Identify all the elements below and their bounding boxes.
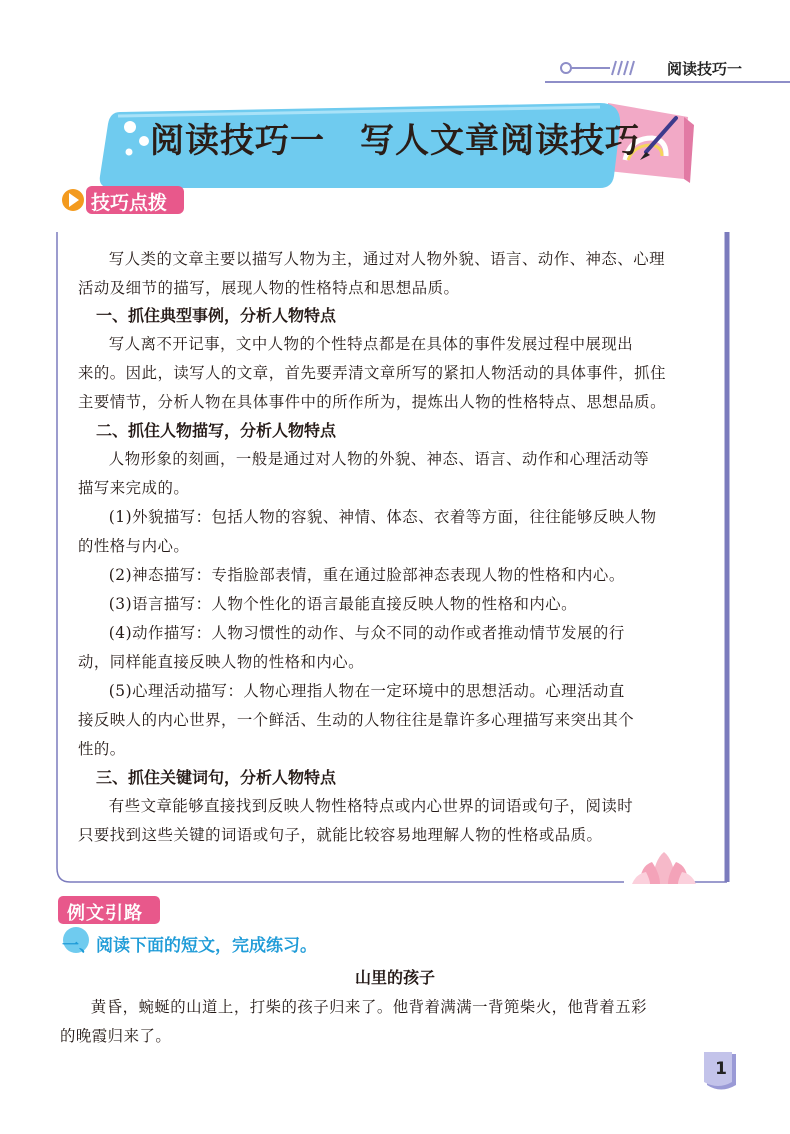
heading-character-description: 二、抓住人物描写，分析人物特点	[96, 421, 337, 440]
intro-paragraph: 写人类的文章主要以描写人物为主，通过对人物外貌、语言、动作、神态、心理 活动及细节的描写，展现人物的性格特点和思想品质。	[78, 250, 665, 297]
paragraph-character-description: 人物形象的刻画，一般是通过对人物的外貌、神态、语言、动作和心理活动等 描写来完成的。	[78, 450, 650, 497]
page-number: 1	[715, 1059, 727, 1079]
example-label: 例文引路	[67, 903, 143, 924]
item-expression: (2)神态描写：专指脸部表情，重在通过脸部神态表现人物的性格和内心。	[108, 566, 625, 584]
tips-label: 技巧点拨	[91, 192, 168, 214]
page-title: 阅读技巧一 写人文章阅读技巧	[150, 121, 640, 161]
item-language: (3)语言描写：人物个性化的语言最能直接反映人物的性格和内心。	[108, 595, 578, 613]
item-appearance: (1)外貌描写：包括人物的容貌、神情、体态、衣着等方面，往往能够反映人物 的性格与内心。	[78, 508, 657, 555]
story-title: 山里的孩子	[354, 968, 435, 987]
heading-typical-events: 一、抓住典型事例，分析人物特点	[96, 306, 337, 325]
item-action: (4)动作描写：人物习惯性的动作、与众不同的动作或者推动情节发展的行 动，同样能直接反映人物的性格和内心。	[78, 624, 625, 671]
heading-key-words: 三、抓住关键词句，分析人物特点	[96, 768, 337, 787]
paragraph-key-words: 有些文章能够直接找到反映人物性格特点或内心世界的词语或句子，阅读时 只要找到这些关键的词语或句子，就能比较容易地理解人物的性格或品质。	[78, 797, 634, 844]
item-psychology: (5)心理活动描写：人物心理指人物在一定环境中的思想活动。心理活动直 接反映人的内心世界，一个鲜活、生动的人物往往是靠许多心理描写来突出其个 性的。	[78, 682, 635, 758]
story-paragraph: 黄昏，蜿蜒的山道上，打柴的孩子归来了。他背着满满一背篼柴火，他背着五彩 的晚霞归来了。	[60, 998, 647, 1045]
exercise-heading: 一、阅读下面的短文，完成练习。	[62, 936, 317, 956]
paragraph-typical-events: 写人离不开记事，文中人物的个性特点都是在具体的事件发展过程中展现出 来的。因此，读写人的文章，首先要弄清文章所写的紧扣人物活动的具体事件，抓住 主要情节，分析人物在具体事件中的所作所为，提炼出人物的性格特点、思想品质。	[78, 335, 666, 411]
running-title: 阅读技巧一	[666, 60, 742, 78]
